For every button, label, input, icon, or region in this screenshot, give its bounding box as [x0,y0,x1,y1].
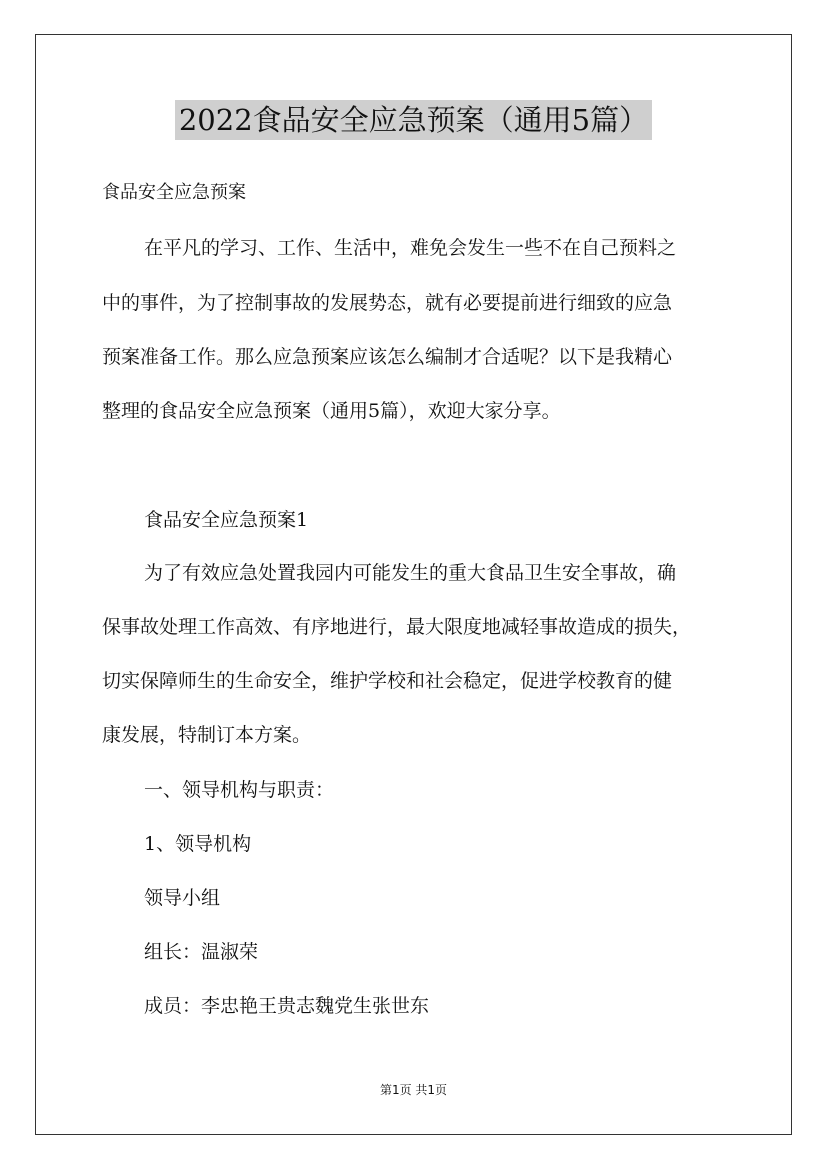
intro-line-4: 整理的食品安全应急预案（通用5篇），欢迎大家分享。 [102,400,561,422]
item-leadership-heading: 一、领导机构与职责： [144,779,335,801]
section-para-line-2: 保事故处理工作高效、有序地进行，最大限度地减轻事故造成的损失， [102,616,692,638]
section-para-line-3: 切实保障师生的生命安全，维护学校和社会稳定，促进学校教育的健 [102,670,673,692]
page-footer: 第1页 共1页 [379,1083,448,1097]
section-para-line-1: 为了有效应急处置我园内可能发生的重大食品卫生安全事故，确 [144,562,677,584]
section-heading: 食品安全应急预案1 [144,509,309,531]
document-subtitle: 食品安全应急预案 [102,182,246,203]
intro-line-3: 预案准备工作。那么应急预案应该怎么编制才合适呢？以下是我精心 [102,346,673,368]
item-group-members: 成员：李忠艳王贵志魏党生张世东 [144,995,430,1017]
intro-line-2: 中的事件，为了控制事故的发展势态，就有必要提前进行细致的应急 [102,292,673,314]
intro-line-1: 在平凡的学习、工作、生活中，难免会发生一些不在自己预料之 [144,237,677,259]
document-title: 2022食品安全应急预案（通用5篇） [175,100,652,140]
title-wrapper [0,100,827,140]
item-group-leader: 组长：温淑荣 [144,941,259,963]
item-leadership-org: 1、领导机构 [144,833,252,855]
section-para-line-4: 康发展，特制订本方案。 [102,724,312,746]
item-leadership-group: 领导小组 [144,887,221,909]
